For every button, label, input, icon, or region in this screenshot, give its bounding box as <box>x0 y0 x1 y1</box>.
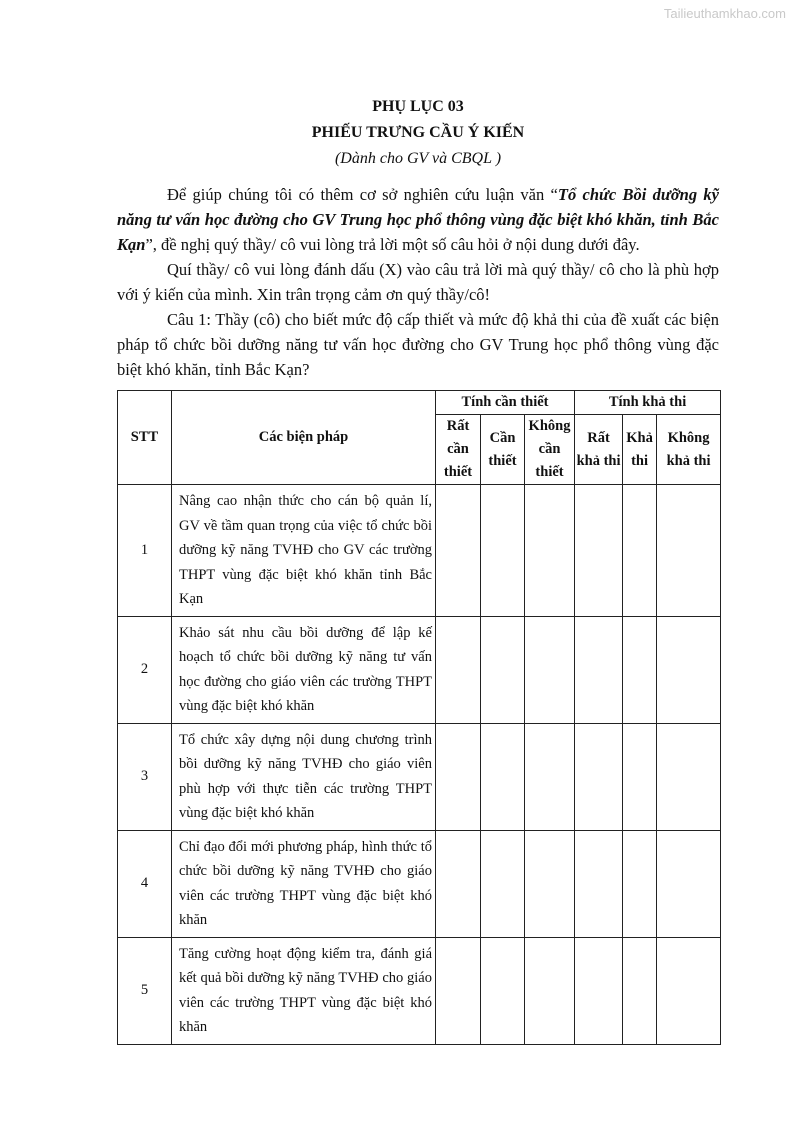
row-measure: Nâng cao nhận thức cho cán bộ quản lí, GV về tầm quan trọng của việc tổ chức bồi dưỡng kỹ năng TVHĐ cho GV các trường THPT vùng đặc biệt khó khăn tỉnh Bắc Kạn <box>172 485 436 617</box>
answer-cell[interactable] <box>481 485 525 617</box>
answer-cell[interactable] <box>436 723 481 830</box>
row-measure: Tăng cường hoạt động kiểm tra, đánh giá kết quả bồi dưỡng kỹ năng TVHĐ cho giáo viên các trường THPT vùng đặc biệt khó khăn <box>172 937 436 1044</box>
header-very-necessary: Rất cần thiết <box>436 415 481 485</box>
row-stt: 3 <box>118 723 172 830</box>
intro-text-end: ”, đề nghị quý thầy/ cô vui lòng trả lời một số câu hỏi ở nội dung dưới đây. <box>145 235 640 254</box>
answer-cell[interactable] <box>575 723 623 830</box>
appendix-title: PHỤ LỤC 03 <box>372 98 464 115</box>
intro-text-start: Để giúp chúng tôi có thêm cơ sở nghiên cứu luận văn “ <box>167 185 558 204</box>
document-page <box>117 94 719 1045</box>
header-feasible: Khả thi <box>623 415 657 485</box>
answer-cell[interactable] <box>525 830 575 937</box>
answer-cell[interactable] <box>623 723 657 830</box>
answer-cell[interactable] <box>575 937 623 1044</box>
row-stt: 4 <box>118 830 172 937</box>
answer-cell[interactable] <box>436 830 481 937</box>
answer-cell[interactable] <box>481 723 525 830</box>
answer-cell[interactable] <box>525 723 575 830</box>
row-measure: Tổ chức xây dựng nội dung chương trình bồi dưỡng kỹ năng TVHĐ cho giáo viên phù hợp với thực tiễn các trường THPT vùng đặc biệt khó khăn <box>172 723 436 830</box>
answer-cell[interactable] <box>657 485 721 617</box>
answer-cell[interactable] <box>623 937 657 1044</box>
answer-cell[interactable] <box>575 830 623 937</box>
table-row <box>118 723 721 830</box>
row-stt: 5 <box>118 937 172 1044</box>
answer-cell[interactable] <box>623 485 657 617</box>
header-feasibility: Tính khả thi <box>575 391 721 415</box>
row-measure: Khảo sát nhu cầu bồi dưỡng để lập kế hoạch tổ chức bồi dưỡng kỹ năng tư vấn học đường cho giáo viên các trường THPT vùng đặc biệt khó khăn <box>172 616 436 723</box>
watermark: Tailieuthamkhao.com <box>663 6 786 21</box>
answer-cell[interactable] <box>481 937 525 1044</box>
header-not-necessary: Không cần thiết <box>525 415 575 485</box>
answer-cell[interactable] <box>657 723 721 830</box>
intro-paragraph <box>117 182 719 257</box>
form-title: PHIẾU TRƯNG CẦU Ý KIẾN <box>311 124 525 141</box>
answer-cell[interactable] <box>623 616 657 723</box>
header-stt: STT <box>118 391 172 485</box>
header-necessary: Cần thiết <box>481 415 525 485</box>
header-necessity: Tính cần thiết <box>436 391 575 415</box>
table-row <box>118 937 721 1044</box>
answer-cell[interactable] <box>436 485 481 617</box>
table-row <box>118 485 721 617</box>
answer-cell[interactable] <box>657 937 721 1044</box>
question-1: Câu 1: Thầy (cô) cho biết mức độ cấp thiết và mức độ khả thi của đề xuất các biện pháp tổ chức bồi dưỡng năng tư vấn học đường cho GV Trung học phổ thông vùng đặc biệt khó khăn, tỉnh Bắc Kạn? <box>117 310 719 379</box>
answer-cell[interactable] <box>575 616 623 723</box>
header-not-feasible: Không khả thi <box>657 415 721 485</box>
answer-cell[interactable] <box>481 616 525 723</box>
header-very-feasible: Rất khả thi <box>575 415 623 485</box>
instruction-paragraph: Quí thầy/ cô vui lòng đánh dấu (X) vào câu trả lời mà quý thầy/ cô cho là phù hợp với ý kiến của mình. Xin trân trọng cảm ơn quý thầy/cô! <box>117 260 719 304</box>
answer-cell[interactable] <box>657 616 721 723</box>
row-stt: 2 <box>118 616 172 723</box>
audience-subtitle: (Dành cho GV và CBQL ) <box>334 150 502 167</box>
answer-cell[interactable] <box>481 830 525 937</box>
answer-cell[interactable] <box>436 937 481 1044</box>
header-measures: Các biện pháp <box>172 391 436 485</box>
thesis-title: Tổ chức Bồi dưỡng kỹ năng tư vấn học đường cho GV Trung học phổ thông vùng đặc biệt khó khăn, tỉnh Bắc Kạn <box>117 185 719 254</box>
answer-cell[interactable] <box>525 485 575 617</box>
answer-cell[interactable] <box>525 616 575 723</box>
row-measure: Chỉ đạo đổi mới phương pháp, hình thức tổ chức bồi dưỡng kỹ năng TVHĐ cho giáo viên các trường THPT vùng đặc biệt khó khăn <box>172 830 436 937</box>
table-row <box>118 616 721 723</box>
answer-cell[interactable] <box>575 485 623 617</box>
row-stt: 1 <box>118 485 172 617</box>
answer-cell[interactable] <box>525 937 575 1044</box>
table-row <box>118 830 721 937</box>
survey-table <box>117 390 721 1045</box>
answer-cell[interactable] <box>623 830 657 937</box>
answer-cell[interactable] <box>657 830 721 937</box>
answer-cell[interactable] <box>436 616 481 723</box>
